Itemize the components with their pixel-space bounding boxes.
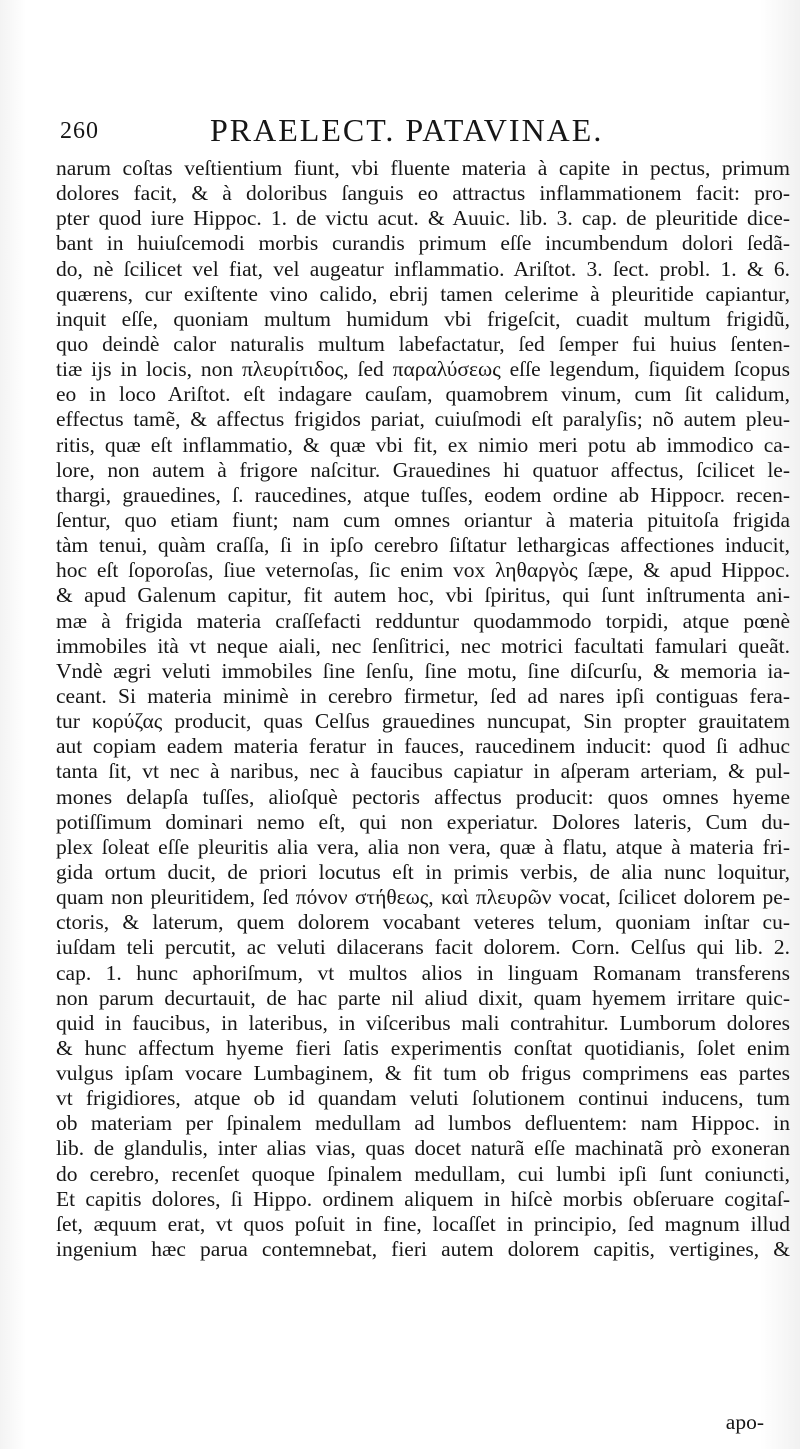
text-line: lib. de glandulis, inter alias vias, quas docet naturã eſſe machinatã prò exoneran [56, 1136, 790, 1161]
text-line: cap. 1. hunc aphoriſmum, vt multos alios in linguam Romanam transferens [56, 960, 790, 985]
text-line: pter quod iure Hippoc. 1. de victu acut. & Auuic. lib. 3. cap. de pleuritide dice- [56, 206, 790, 231]
text-line: dolores facit, & à doloribus ſanguis eo attractus inflammationem facit: pro- [56, 181, 790, 206]
text-line: potiſſimum dominari nemo eſt, qui non experiatur. Dolores lateris, Cum du- [56, 809, 790, 834]
text-line: eo in loco Ariſtot. eſt indagare cauſam, quamobrem vinum, cum ſit calidum, [56, 382, 790, 407]
page-header [60, 112, 700, 152]
text-line: gida ortum ducit, de priori locutus eſt in primis verbis, de alia nunc loquitur, [56, 859, 790, 884]
text-line: ſentur, quo etiam fiunt; nam cum omnes oriantur à materia pituitoſa frigida [56, 507, 790, 532]
text-line: quam non pleuritidem, ſed πόνον στήθεως, καὶ πλευρῶν vocat, ſcilicet dolorem pe- [56, 885, 790, 910]
text-line: mæ à frigida materia craſſefacti redduntur quodammodo torpidi, atque pœnè [56, 608, 790, 633]
text-line: do, nè ſcilicet vel fiat, vel augeatur inflammatio. Ariſtot. 3. ſect. probl. 1. & 6. [56, 256, 790, 281]
text-line: tàm tenui, quàm craſſa, ſi in ipſo cerebro ſiſtatur lethargicas affectiones inducit, [56, 533, 790, 558]
text-line: & hunc affectum hyeme fieri ſatis experimentis conſtat quotidianis, ſolet enim [56, 1035, 790, 1060]
text-line: ceant. Si materia minimè in cerebro firmetur, ſed ad nares ipſi contiguas fera- [56, 683, 790, 708]
text-line: Et capitis dolores, ſi Hippo. ordinem aliquem in hiſcè morbis obſeruare cogitaſ- [56, 1186, 790, 1211]
text-line: ingenium hæc parua contemnebat, fieri autem dolorem capitis, vertigines, & [56, 1237, 790, 1262]
text-line: lore, non autem à frigore naſcitur. Grauedines hi quatuor affectus, ſcilicet le- [56, 457, 790, 482]
text-line: ritis, quæ eſt inflammatio, & quæ vbi fit, ex nimio meri potu ab immodico ca- [56, 432, 790, 457]
text-line: inquit eſſe, quoniam multum humidum vbi frigeſcit, cuadit multum frigidũ, [56, 306, 790, 331]
page-number: 260 [60, 118, 99, 144]
text-line: quo deindè calor naturalis multum labefactatur, ſed ſemper fui huius ſenten- [56, 331, 790, 356]
text-line: Vndè ægri veluti immobiles ſine ſenſu, ſine motu, ſine diſcurſu, & memoria ia- [56, 658, 790, 683]
running-head: PRAELECT. PATAVINAE. [210, 112, 604, 148]
text-line: tiæ ijs in locis, non πλευρίτιδος, ſed παραλύσεως eſſe legendum, ſiquidem ſcopus [56, 357, 790, 382]
text-line: hoc eſt ſoporoſas, ſiue veternoſas, ſic enim vox ληθαργὸς ſæpe, & apud Hippoc. [56, 558, 790, 583]
text-line: effectus tamẽ, & affectus frigidos pariat, cuiuſmodi eſt paralyſis; nõ autem pleu- [56, 407, 790, 432]
text-line: tur κορύζας producit, quas Celſus grauedines nuncupat, Sin propter grauitatem [56, 709, 790, 734]
text-line: do cerebro, recenſet quoque ſpinalem medullam, cui lumbi ipſi ſunt coniuncti, [56, 1161, 790, 1186]
text-line: ob materiam per ſpinalem medullam ad lumbos defluentem: nam Hippoc. in [56, 1111, 790, 1136]
text-line: bant in huiuſcemodi morbis curandis primum eſſe incumbendum dolori ſedã- [56, 231, 790, 256]
text-line: quid in faucibus, in lateribus, in viſceribus mali contrahitur. Lumborum dolores [56, 1010, 790, 1035]
text-line: ctoris, & laterum, quem dolorem vocabant veteres telum, quoniam inſtar cu- [56, 910, 790, 935]
text-line: iuſdam teli percutit, ac veluti dilacerans facit dolorem. Corn. Celſus qui lib. 2. [56, 935, 790, 960]
text-line: quærens, cur exiſtente vino calido, ebrij tamen celerime à pleuritide capiantur, [56, 281, 790, 306]
text-line: non parum decurtauit, de hac parte nil aliud dixit, quam hyemem irritare quic- [56, 985, 790, 1010]
text-line: tanta ſit, vt nec à naribus, nec à faucibus capiatur in aſperam arteriam, & pul- [56, 759, 790, 784]
text-line: ſet, æquum erat, vt quos poſuit in fine, locaſſet in principio, ſed magnum illud [56, 1211, 790, 1236]
text-line: aut copiam eadem materia feratur in fauces, raucedinem inducit: quod ſi adhuc [56, 734, 790, 759]
text-line: thargi, grauedines, ſ. raucedines, atque tuſſes, eodem ordine ab Hippocr. recen- [56, 482, 790, 507]
text-line: mones delapſa tuſſes, alioſquè pectoris affectus producit: quos omnes hyeme [56, 784, 790, 809]
catchword: apo- [725, 1410, 764, 1434]
text-line: vt frigidiores, atque ob id quandam veluti ſolutionem continui inducens, tum [56, 1086, 790, 1111]
text-line: plex ſoleat eſſe pleuritis alia vera, alia non vera, quæ à flatu, atque à materia fri- [56, 834, 790, 859]
text-line: vulgus ipſam vocare Lumbaginem, & fit tum ob frigus comprimens eas partes [56, 1061, 790, 1086]
text-line: immobiles ità vt neque aiali, nec ſenſitrici, nec motrici facultati famulari queãt. [56, 633, 790, 658]
body-text [56, 156, 790, 1262]
text-line: & apud Galenum capitur, fit autem hoc, vbi ſpiritus, qui ſunt inſtrumenta ani- [56, 583, 790, 608]
text-line: narum coſtas veſtientium fiunt, vbi fluente materia à capite in pectus, primum [56, 156, 790, 180]
